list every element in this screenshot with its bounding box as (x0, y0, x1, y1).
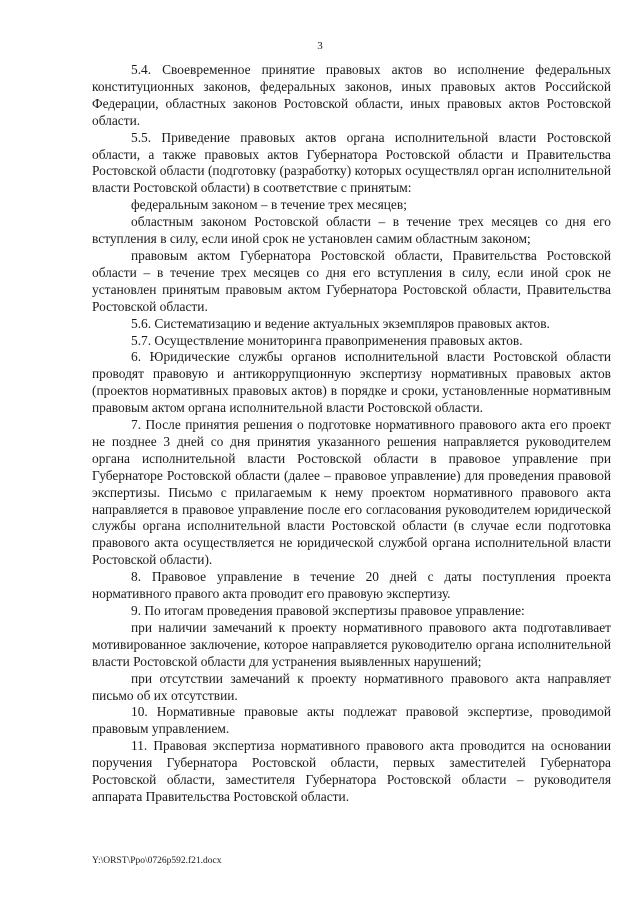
paragraph-9-remarks: при наличии замечаний к проекту нормативного правового акта подготавливает мотивированное заключение, которое направляется руководителю органа исполнительной власти Ростовской области для устранения выявленных нарушений; (92, 619, 611, 669)
paragraph-5-6: 5.6. Систематизацию и ведение актуальных экземпляров правовых актов. (131, 315, 550, 331)
paragraph-federal-law: федеральным законом – в течение трех месяцев; (131, 197, 407, 213)
paragraph-11: 11. Правовая экспертиза нормативного правового акта проводится на основании поручения Губернатора Ростовской области, первых заместителей Губернатора Ростовской области, заместителя Губернатора Ростовской области – руководителя аппарата Правительства Ростовской области. (92, 738, 611, 804)
paragraph-8: 8. Правовое управление в течение 20 дней с даты поступления проекта нормативного правого акта проводит его правовую экспертизу. (92, 569, 611, 602)
paragraph-7: 7. После принятия решения о подготовке нормативного правового акта его проект не позднее 3 дней со дня принятия указанного решения направляется руководителем органа исполнительной власти Ростовской области в правовое управление при Губернаторе Ростовской области (далее – правовое управление) для проведения правовой экспертизы. Письмо с прилагаемым к нему проектом нормативного правового акта направляется в правовое управление после его согласования руководителем юридической службы органа исполнительной власти Ростовской области (в случае если подготовка правового акта осуществляется не юридической службой органа исполнительной власти Ростовской области). (92, 417, 611, 568)
paragraph-5-4: 5.4. Своевременное принятие правовых актов во исполнение федеральных конституционных законов, федеральных законов, иных правовых актов Российской Федерации, областных законов Ростовской области, иных правовых актов Ростовской области. (92, 62, 611, 128)
paragraph-governor-act: правовым актом Губернатора Ростовской области, Правительства Ростовской области – в течение трех месяцев со дня его вступления в силу, если иной срок не установлен принятым правовым актом Губернатора Ростовской области, Правительства Ростовской области. (92, 247, 611, 314)
paragraph-6: 6. Юридические службы органов исполнительной власти Ростовской области проводят правовую и антикоррупционную экспертизу нормативных правовых актов (проектов нормативных правовых актов) в порядке и сроки, установленные нормативным правовым актом органа исполнительной власти Ростовской области. (92, 349, 611, 416)
paragraph-regional-law: областным законом Ростовской области – в течение трех месяцев со дня его вступления в силу, если иной срок не установлен самим областным законом; (92, 214, 611, 247)
paragraph-9-no-remarks: при отсутствии замечаний к проекту нормативного правового акта направляет письмо об их отсутствии. (92, 670, 611, 703)
paragraph-9: 9. По итогам проведения правовой экспертизы правовое управление: (131, 603, 525, 618)
document-body (92, 62, 611, 806)
page-number: 3 (317, 40, 323, 52)
paragraph-10: 10. Нормативные правовые акты подлежат правовой экспертизе, проводимой правовым управлением. (92, 704, 611, 737)
paragraph-5-7: 5.7. Осуществление мониторинга правоприменения правовых актов. (131, 332, 523, 348)
footer-file-path: Y:\ORST\Ppo\0726p592.f21.docx (92, 856, 222, 866)
paragraph-5-5: 5.5. Приведение правовых актов органа исполнительной власти Ростовской области, а также правовых актов Губернатора Ростовской области и Правительства Ростовской области (подготовку (разработку) которых осуществлял орган исполнительной власти Ростовской области) в соответствие с принятым: (92, 129, 611, 196)
